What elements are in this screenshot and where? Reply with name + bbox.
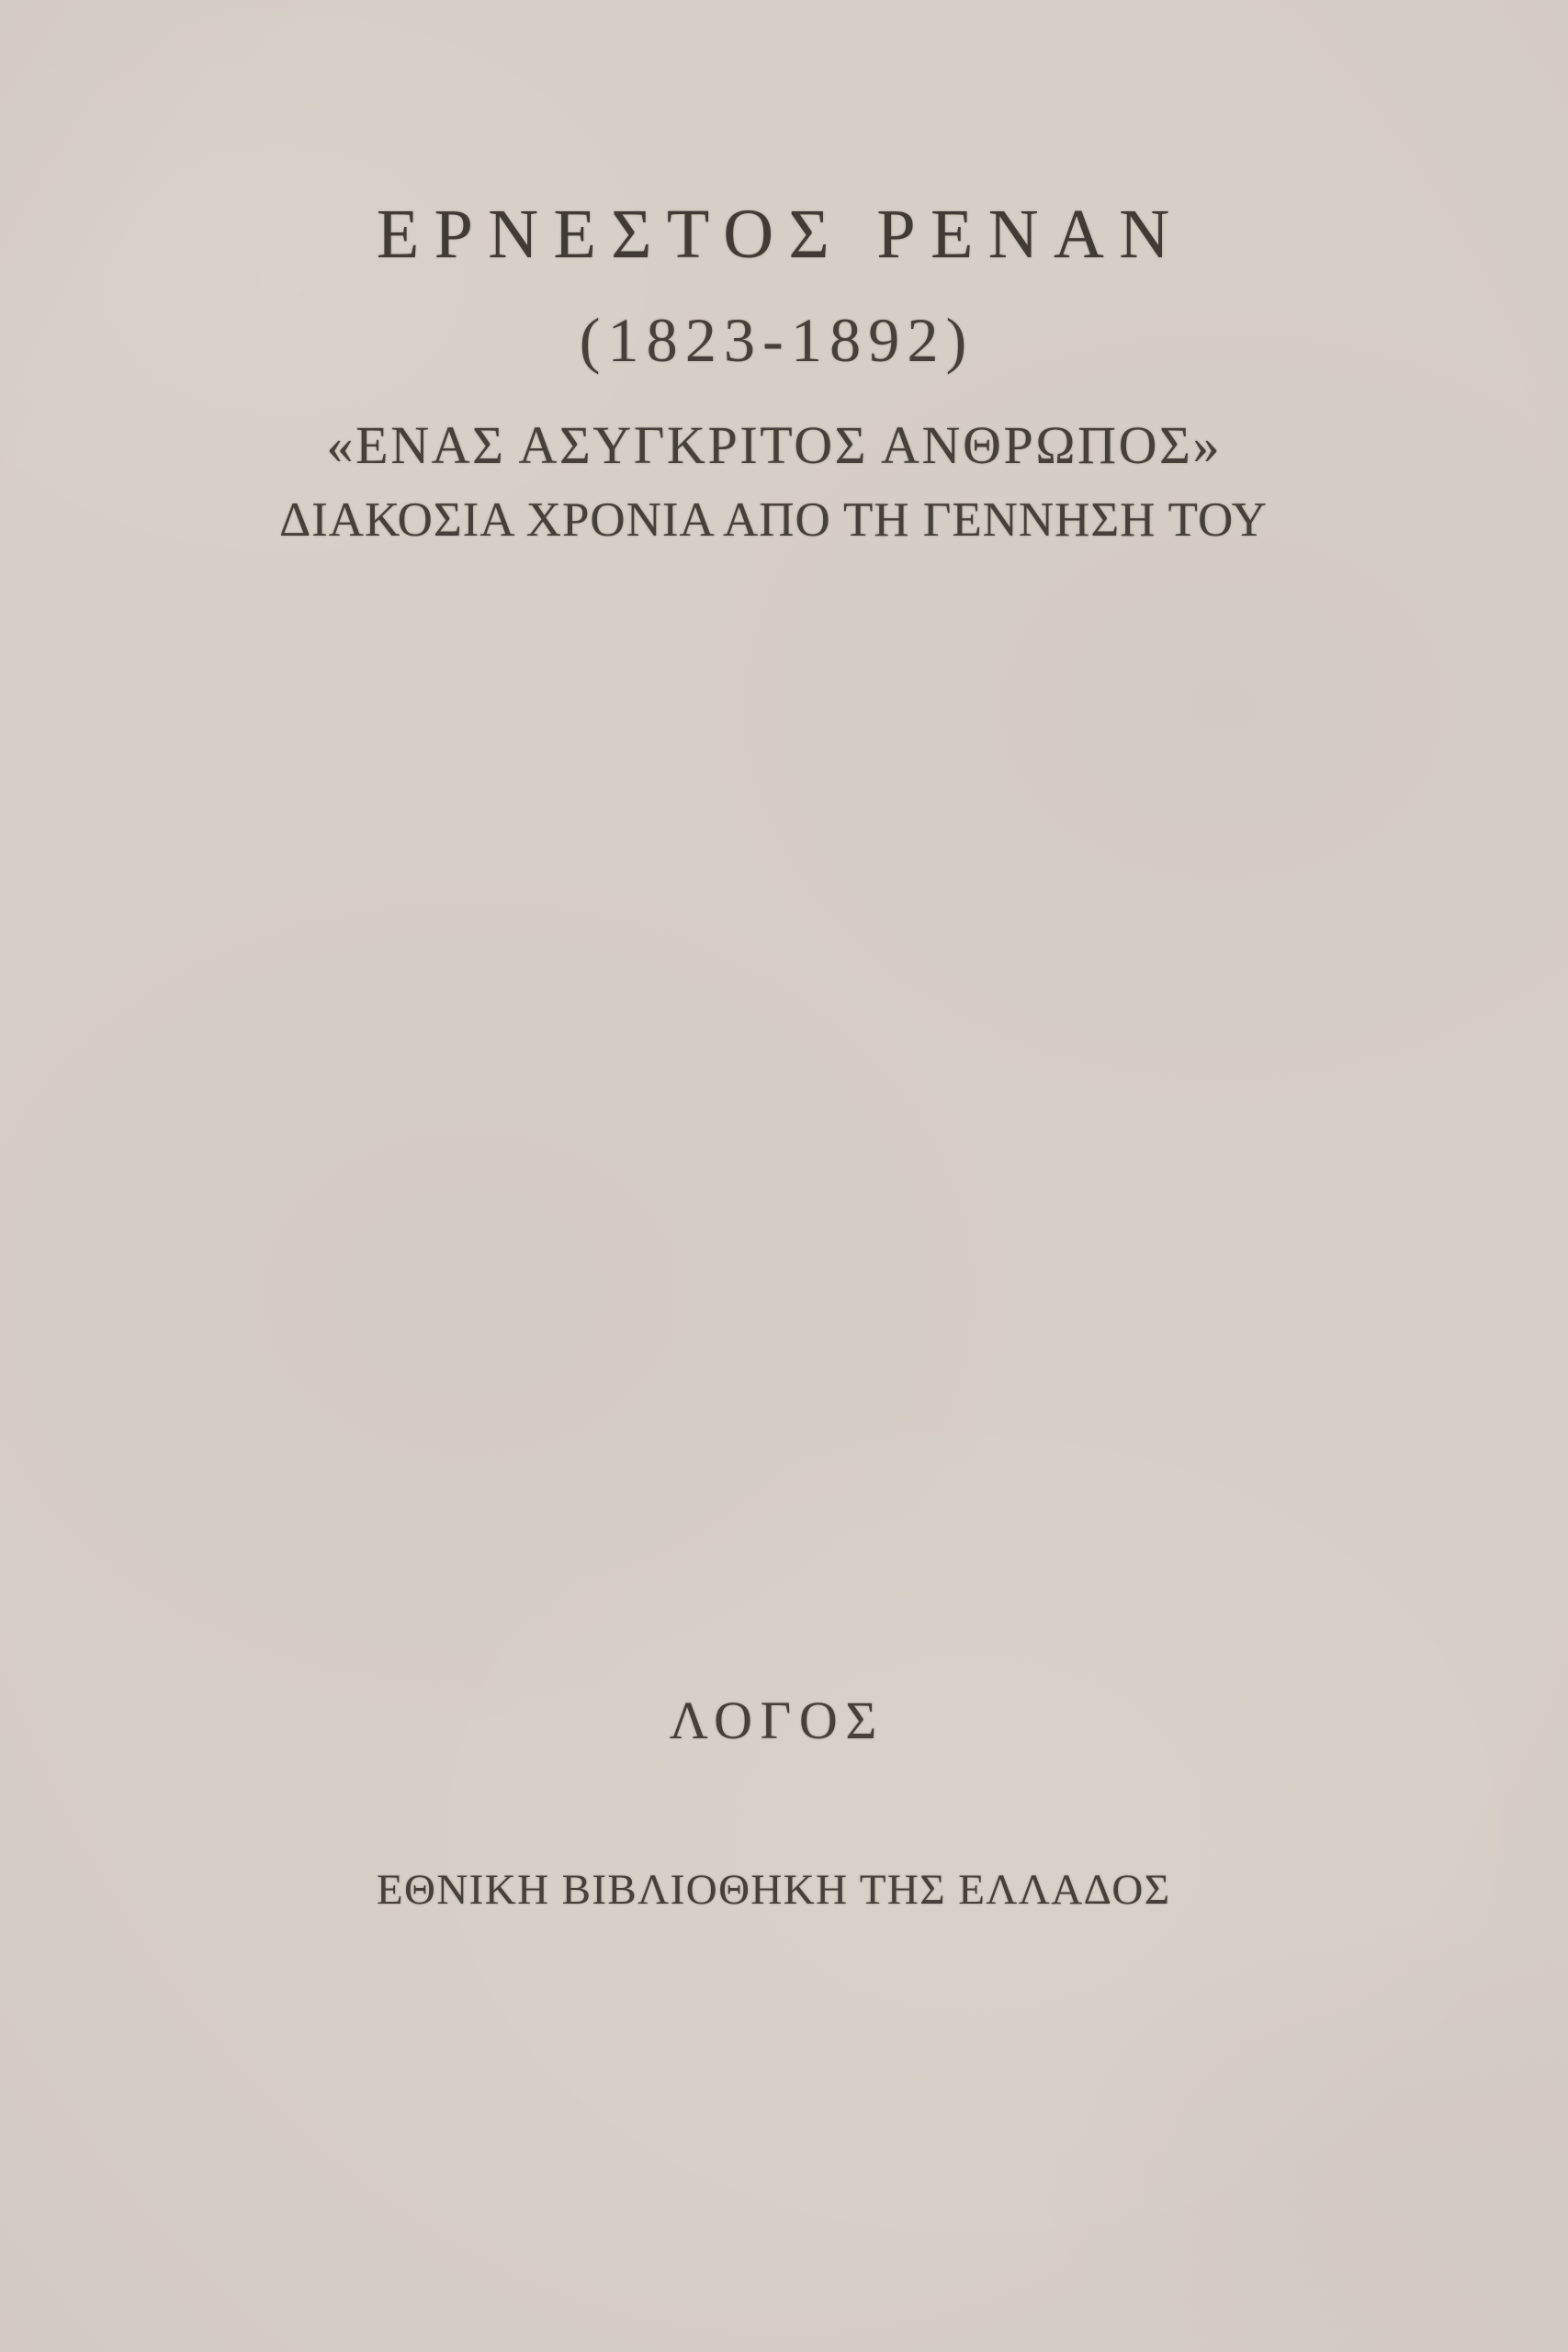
life-dates: (1823-1892) [579,305,975,375]
series-name: ΛΟΓΟΣ [669,1690,885,1750]
anniversary-subtitle: ΔΙΑΚΟΣΙΑ ΧΡΟΝΙΑ ΑΠΟ ΤΗ ΓΕΝΝΗΣΗ ΤΟΥ [279,493,1268,547]
quote-subtitle: «ΕΝΑΣ ΑΣΥΓΚΡΙΤΟΣ ΑΝΘΡΩΠΟΣ» [326,415,1223,475]
publisher-name: ΕΘΝΙΚΗ ΒΙΒΛΙΟΘΗΚΗ ΤΗΣ ΕΛΛΑΔΟΣ [376,1866,1171,1914]
author-name: ΕΡΝΕΣΤΟΣ ΡΕΝΑΝ [376,196,1185,273]
